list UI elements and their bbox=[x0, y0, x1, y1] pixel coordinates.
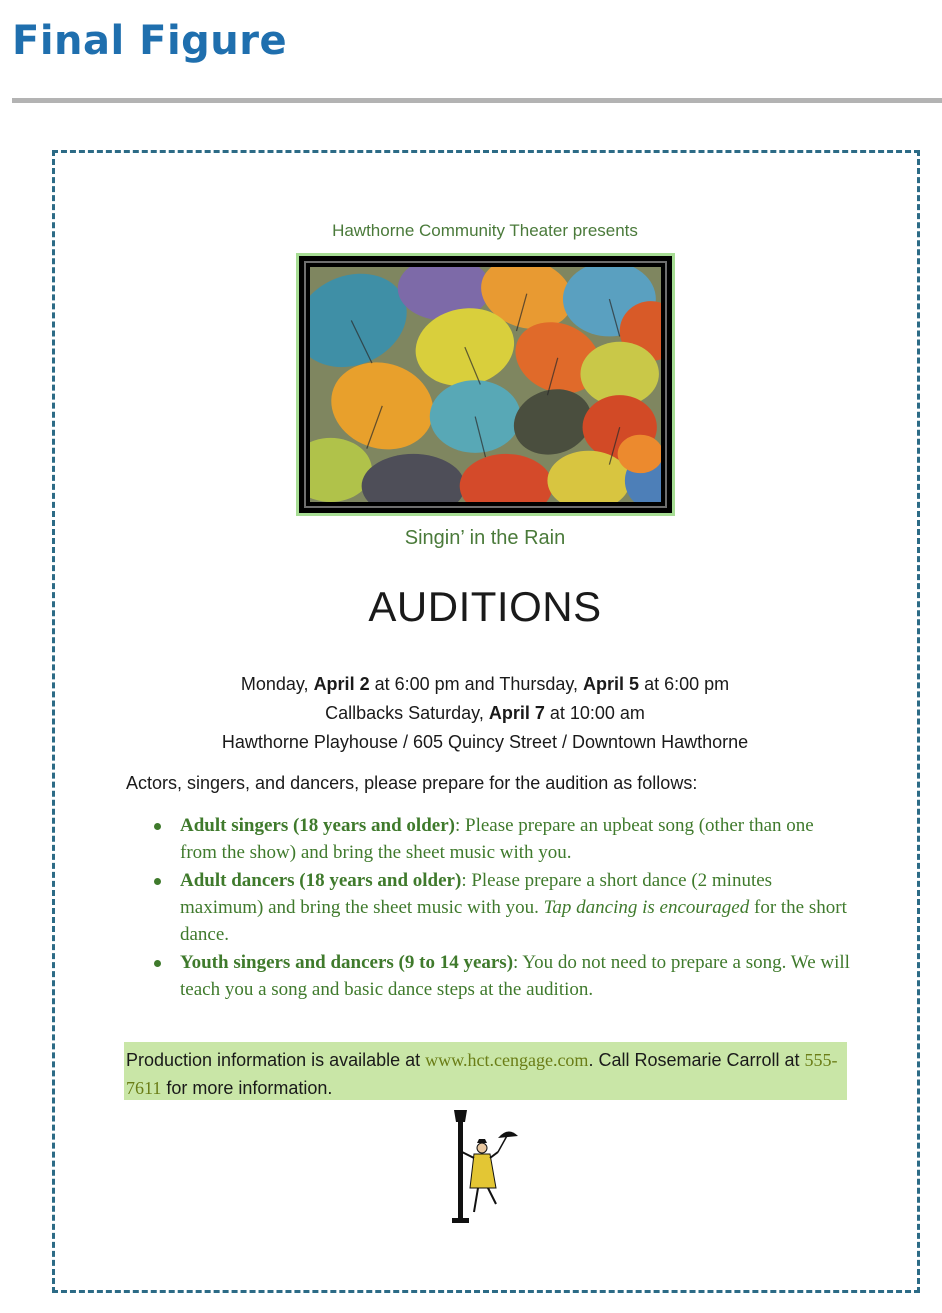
umbrellas-image bbox=[310, 267, 661, 502]
bullet-icon bbox=[154, 878, 161, 885]
list-item: Youth singers and dancers (9 to 14 years): You do not need to prepare a song. We will teach you a song and basic dance steps at the audition. bbox=[150, 949, 850, 1003]
phone-number: 555-7611 bbox=[126, 1050, 838, 1098]
presents-line: Hawthorne Community Theater presents bbox=[332, 221, 638, 240]
list-item: Adult dancers (18 years and older): Please prepare a short dance (2 minutes maximum) and bring the sheet music with you. Tap dancing is encouraged for the short dance. bbox=[150, 867, 850, 948]
schedule-line-1: Monday, April 2 at 6:00 pm and Thursday, April 5 at 6:00 pm bbox=[240, 674, 730, 694]
auditions-headline: AUDITIONS bbox=[368, 583, 602, 630]
venue-line: Hawthorne Playhouse / 605 Quincy Street / Downtown Hawthorne bbox=[221, 732, 749, 752]
show-title: Singin’ in the Rain bbox=[404, 527, 566, 549]
schedule-line-2: Callbacks Saturday, April 7 at 10:00 am bbox=[325, 703, 645, 723]
page-heading: Final Figure bbox=[12, 18, 288, 64]
heading-divider bbox=[12, 98, 942, 103]
bullet-icon bbox=[154, 823, 161, 830]
list-item: Adult singers (18 years and older): Please prepare an upbeat song (other than one from the show) and bring the sheet music with you. bbox=[150, 812, 850, 866]
dancer-clipart bbox=[440, 1108, 530, 1226]
bullet-icon bbox=[154, 960, 161, 967]
production-info: Production information is available at www.hct.cengage.com. Call Rosemarie Carroll at 555-7611 for more information. bbox=[124, 1042, 847, 1100]
website-link[interactable]: www.hct.cengage.com bbox=[425, 1050, 589, 1070]
umbrella-photo bbox=[296, 253, 675, 516]
audition-requirements bbox=[150, 812, 850, 1004]
intro-text: Actors, singers, and dancers, please prepare for the audition as follows: bbox=[126, 773, 698, 793]
